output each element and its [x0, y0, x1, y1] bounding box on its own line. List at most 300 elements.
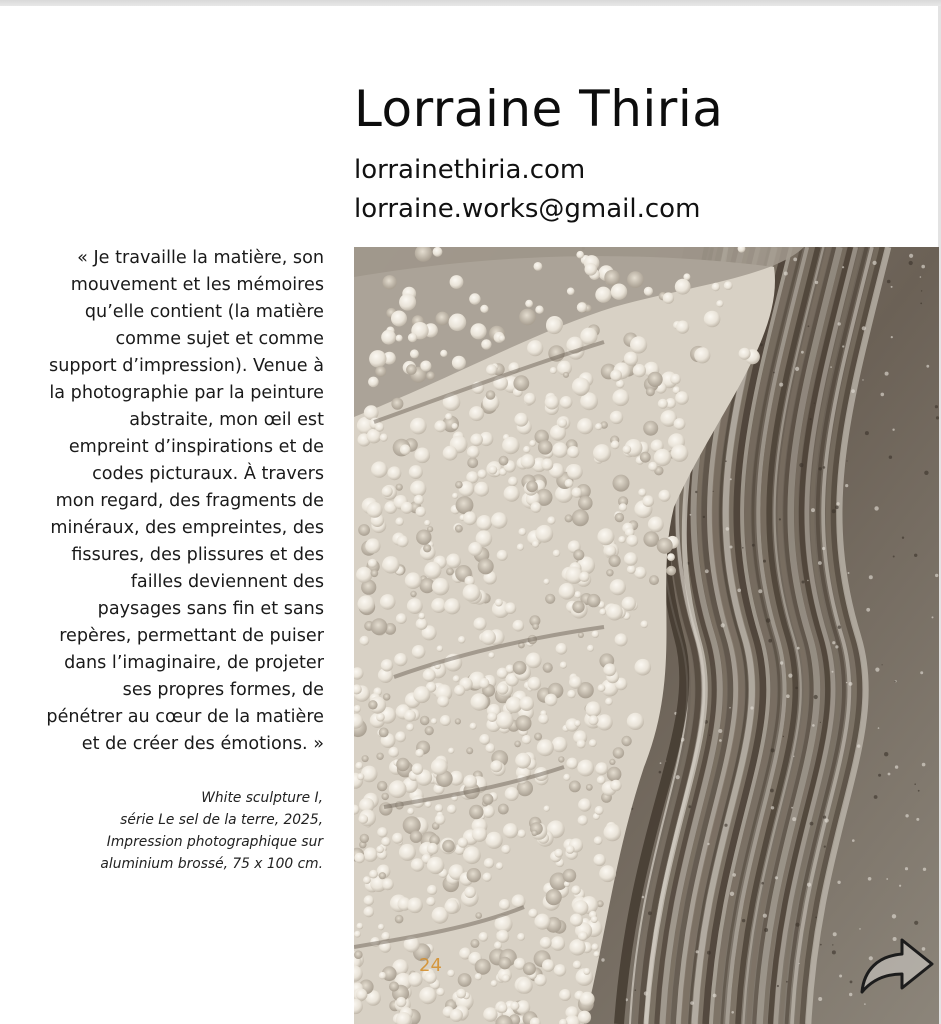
crystal-bud: [599, 609, 606, 616]
mineral-grain: [811, 508, 815, 512]
mineral-grain: [732, 873, 736, 877]
crystal-bud: [359, 814, 369, 824]
crystal-bud: [377, 827, 387, 837]
crystal-bud: [494, 941, 502, 949]
statement-line: empreint d’inspirations et de: [68, 437, 324, 457]
mineral-grain: [750, 706, 753, 709]
mineral-grain: [936, 416, 939, 419]
crystal-bud: [519, 309, 536, 326]
crystal-bud: [675, 391, 689, 405]
mineral-grain: [848, 572, 850, 574]
mineral-grain: [850, 981, 853, 984]
crystal-bud: [448, 748, 454, 754]
caption-line: Impression photographique sur: [106, 834, 323, 850]
mineral-grain: [846, 460, 847, 461]
crystal-bud: [543, 663, 553, 673]
crystal-bud: [554, 964, 566, 976]
crystal-bud: [376, 753, 383, 760]
crystal-bud: [488, 465, 497, 474]
crystal-bud: [612, 389, 629, 406]
mineral-grain: [866, 608, 870, 612]
mineral-grain: [815, 281, 818, 284]
crystal-bud: [355, 762, 363, 770]
crystal-bud: [556, 643, 568, 655]
crystal-bud: [573, 549, 584, 560]
mineral-grain: [688, 805, 691, 808]
mineral-grain: [770, 789, 774, 793]
crystal-bud: [412, 645, 426, 659]
crystal-bud: [496, 862, 503, 869]
next-page-button[interactable]: [856, 930, 938, 1000]
crystal-bud: [534, 914, 550, 930]
mineral-grain: [830, 366, 832, 368]
crystal-bud: [381, 837, 390, 846]
crystal-bud: [560, 662, 567, 669]
mineral-grain: [823, 466, 826, 469]
mineral-grain: [923, 868, 926, 871]
mineral-grain: [742, 919, 745, 922]
crystal-bud: [446, 568, 454, 576]
mineral-grain: [905, 814, 908, 817]
mineral-grain: [886, 878, 888, 880]
mineral-grain: [775, 876, 778, 879]
statement-line: fissures, des plissures et des: [71, 545, 324, 565]
crystal-bud: [563, 774, 570, 781]
mineral-grain: [807, 883, 811, 887]
crystal-bud: [487, 712, 497, 722]
mineral-grain: [849, 682, 853, 686]
mineral-grain: [763, 914, 767, 918]
mineral-grain: [801, 351, 804, 354]
crystal-bud: [675, 279, 691, 295]
mineral-grain: [791, 807, 793, 809]
top-border: [0, 0, 941, 6]
crystal-bud: [609, 759, 615, 765]
crystal-bud: [368, 559, 377, 568]
crystal-bud: [534, 733, 542, 741]
crystal-bud: [609, 555, 621, 567]
crystal-bud: [486, 743, 496, 753]
crystal-bud: [537, 739, 554, 756]
crystal-bud: [470, 939, 479, 948]
crystal-bud: [362, 755, 369, 762]
crystal-bud: [546, 889, 562, 905]
caption-line: White sculpture I,: [201, 790, 323, 806]
mineral-grain: [792, 817, 796, 821]
crystal-bud: [479, 678, 490, 689]
crystal-bud: [739, 348, 751, 360]
mineral-grain: [730, 546, 733, 549]
crystal-bud: [474, 617, 487, 630]
mineral-grain: [788, 674, 792, 678]
mineral-grain: [891, 286, 893, 288]
crystal-bud: [648, 372, 663, 387]
crystal-bud: [577, 418, 593, 434]
crystal-bud: [550, 367, 557, 374]
mineral-grain: [849, 993, 852, 996]
crystal-bud: [565, 479, 574, 488]
crystal-bud: [483, 873, 492, 882]
crystal-bud: [610, 780, 621, 791]
crystal-bud: [633, 364, 646, 377]
mineral-grain: [888, 773, 891, 776]
crystal-bud: [513, 375, 529, 391]
crystal-bud: [499, 456, 509, 466]
crystal-bud: [380, 434, 388, 442]
mineral-grain: [824, 846, 826, 848]
mineral-grain: [909, 261, 913, 265]
crystal-bud: [365, 538, 380, 553]
mineral-grain: [862, 379, 863, 380]
mineral-grain: [810, 822, 814, 826]
mineral-grain: [812, 724, 815, 727]
crystal-bud: [638, 489, 646, 497]
mineral-grain: [845, 484, 848, 487]
mineral-grain: [795, 367, 799, 371]
crystal-bud: [486, 390, 496, 400]
mineral-grain: [793, 258, 797, 262]
statement-line: comme sujet et comme: [115, 329, 324, 349]
crystal-bud: [381, 330, 396, 345]
crystal-bud: [360, 636, 370, 646]
crystal-bud: [663, 292, 674, 303]
crystal-bud: [604, 824, 622, 842]
mineral-grain: [703, 516, 705, 518]
crystal-bud: [595, 762, 608, 775]
mineral-grain: [780, 661, 783, 664]
crystal-bud: [578, 931, 588, 941]
crystal-bud: [513, 620, 525, 632]
crystal-bud: [444, 900, 458, 914]
crystal-bud: [671, 445, 688, 462]
crystal-bud: [604, 270, 620, 286]
crystal-bud: [463, 846, 481, 864]
crystal-bud: [354, 853, 365, 864]
crystal-bud: [446, 554, 461, 569]
crystal-bud: [592, 631, 599, 638]
crystal-bud: [573, 961, 582, 970]
crystal-bud: [472, 827, 487, 842]
mineral-grain: [921, 290, 922, 291]
statement-line: repères, permettant de puiser: [59, 626, 324, 646]
crystal-bud: [484, 858, 494, 868]
crystal-bud: [395, 731, 406, 742]
crystal-bud: [563, 869, 577, 883]
crystal-bud: [572, 601, 584, 613]
mineral-grain: [783, 736, 784, 737]
crystal-bud: [369, 870, 378, 879]
crystal-bud: [606, 569, 613, 576]
mineral-grain: [837, 881, 840, 884]
crystal-bud: [455, 481, 463, 489]
crystal-bud: [444, 598, 460, 614]
crystal-bud: [388, 747, 399, 758]
mineral-grain: [921, 265, 925, 269]
mineral-grain: [676, 775, 680, 779]
mineral-grain: [799, 963, 800, 964]
crystal-bud: [517, 978, 533, 994]
crystal-bud: [427, 843, 439, 855]
crystal-bud: [659, 490, 671, 502]
crystal-bud: [517, 544, 524, 551]
crystal-bud: [378, 924, 384, 930]
crystal-bud: [383, 275, 397, 289]
crystal-bud: [455, 525, 463, 533]
crystal-bud: [593, 444, 611, 462]
crystal-bud: [410, 481, 426, 497]
crystal-bud: [610, 579, 626, 595]
crystal-bud: [406, 723, 414, 731]
crystal-bud: [426, 371, 435, 380]
mineral-grain: [869, 575, 873, 579]
crystal-bud: [467, 868, 481, 882]
crystal-bud: [497, 683, 508, 694]
crystal-bud: [499, 957, 512, 970]
crystal-bud: [369, 350, 386, 367]
crystal-bud: [419, 987, 436, 1004]
crystal-bud: [643, 421, 658, 436]
crystal-bud: [566, 758, 578, 770]
mineral-grain: [763, 560, 766, 563]
crystal-bud: [435, 804, 443, 812]
crystal-bud: [572, 509, 589, 526]
crystal-bud: [434, 420, 446, 432]
mineral-grain: [773, 372, 775, 374]
crystal-bud: [356, 567, 372, 583]
mineral-grain: [905, 867, 908, 870]
crystal-bud: [535, 525, 553, 543]
crystal-bud: [594, 854, 606, 866]
crystal-bud: [415, 448, 431, 464]
crystal-bud: [486, 364, 497, 375]
mineral-grain: [659, 771, 662, 774]
mineral-grain: [882, 664, 883, 665]
crystal-bud: [491, 512, 507, 528]
crystal-bud: [517, 830, 525, 838]
crystal-bud: [449, 314, 467, 332]
mineral-grain: [935, 405, 938, 408]
mineral-grain: [920, 671, 923, 674]
crystal-bud: [479, 932, 489, 942]
crystal-bud: [382, 556, 399, 573]
crystal-bud: [597, 714, 613, 730]
crystal-bud: [524, 393, 536, 405]
crystal-bud: [619, 503, 627, 511]
crystal-bud: [610, 411, 623, 424]
crystal-bud: [499, 335, 506, 342]
crystal-bud: [452, 493, 458, 499]
statement-line: pénétrer au cœur de la matière: [46, 707, 324, 727]
crystal-bud: [552, 737, 568, 753]
crystal-bud: [519, 528, 527, 536]
crystal-bud: [440, 350, 447, 357]
mineral-grain: [696, 950, 699, 953]
crystal-bud: [649, 575, 659, 585]
mineral-grain: [786, 694, 790, 698]
crystal-bud: [435, 814, 446, 825]
crystal-bud: [635, 659, 652, 676]
crystal-bud: [526, 481, 538, 493]
crystal-bud: [573, 900, 588, 915]
crystal-bud: [505, 602, 517, 614]
statement-line: ses propres formes, de: [122, 680, 324, 700]
mineral-grain: [690, 1001, 694, 1005]
mineral-grain: [705, 569, 709, 573]
crystal-bud: [560, 396, 573, 409]
crystal-bud: [371, 618, 388, 635]
crystal-bud: [395, 915, 404, 924]
crystal-bud: [414, 495, 424, 505]
crystal-bud: [499, 899, 510, 910]
crystal-bud: [566, 845, 575, 854]
crystal-bud: [644, 287, 653, 296]
crystal-bud: [463, 584, 481, 602]
mineral-grain: [820, 722, 821, 723]
crystal-bud: [456, 496, 474, 514]
mineral-grain: [779, 383, 783, 387]
mineral-grain: [724, 824, 727, 827]
crystal-bud: [453, 675, 460, 682]
crystal-bud: [615, 513, 624, 522]
crystal-bud: [599, 865, 616, 882]
crystal-bud: [478, 558, 494, 574]
crystal-bud: [544, 806, 550, 812]
crystal-bud: [391, 398, 403, 410]
crystal-bud: [470, 434, 483, 447]
crystal-bud: [547, 516, 555, 524]
crystal-bud: [498, 1003, 508, 1013]
crystal-bud: [615, 633, 628, 646]
crystal-bud: [496, 711, 514, 729]
crystal-bud: [587, 594, 600, 607]
crystal-bud: [458, 636, 465, 643]
mineral-grain: [884, 752, 888, 756]
mineral-grain: [793, 756, 794, 757]
crystal-bud: [426, 897, 435, 906]
crystal-bud: [443, 446, 458, 461]
crystal-bud: [447, 805, 456, 814]
crystal-bud: [467, 446, 480, 459]
crystal-bud: [458, 838, 468, 848]
mineral-grain: [707, 951, 711, 955]
mineral-grain: [892, 429, 894, 431]
crystal-bud: [574, 591, 581, 598]
crystal-bud: [567, 690, 575, 698]
mineral-grain: [892, 914, 896, 918]
artwork-caption: [40, 787, 323, 875]
mineral-grain: [889, 456, 892, 459]
crystal-bud: [375, 423, 384, 432]
crystal-bud: [478, 469, 487, 478]
crystal-bud: [405, 572, 422, 589]
crystal-bud: [379, 972, 386, 979]
crystal-bud: [425, 801, 432, 808]
crystal-bud: [657, 538, 673, 554]
crystal-bud: [538, 440, 553, 455]
mineral-grain: [918, 790, 920, 792]
mineral-grain: [818, 997, 822, 1001]
crystal-bud: [559, 583, 576, 600]
website-link[interactable]: lorrainethiria.com: [354, 155, 586, 185]
crystal-bud: [578, 815, 588, 825]
mineral-grain: [842, 266, 844, 268]
crystal-bud: [404, 710, 416, 722]
crystal-bud: [416, 618, 428, 630]
mineral-grain: [601, 958, 604, 961]
crystal-bud: [389, 780, 407, 798]
crystal-bud: [361, 766, 378, 783]
mineral-grain: [818, 561, 822, 565]
mineral-grain: [878, 774, 881, 777]
mineral-grain: [865, 431, 869, 435]
email-link[interactable]: lorraine.works@gmail.com: [354, 194, 701, 224]
crystal-bud: [630, 336, 647, 353]
crystal-bud: [407, 808, 414, 815]
crystal-bud: [399, 294, 416, 311]
mineral-grain: [820, 944, 822, 946]
crystal-bud: [618, 536, 625, 543]
crystal-bud: [558, 418, 567, 427]
mineral-grain: [868, 877, 872, 881]
crystal-bud: [578, 632, 584, 638]
crystal-bud: [565, 514, 573, 522]
crystal-bud: [464, 887, 476, 899]
caption-line: série Le sel de la terre, 2025,: [120, 812, 323, 828]
crystal-bud: [450, 1009, 463, 1022]
crystal-bud: [624, 552, 638, 566]
crystal-bud: [569, 939, 585, 955]
mineral-grain: [795, 687, 798, 690]
crystal-bud: [388, 466, 402, 480]
crystal-bud: [622, 597, 636, 611]
mineral-grain: [899, 885, 901, 887]
crystal-bud: [558, 756, 564, 762]
crystal-bud: [382, 486, 393, 497]
mineral-grain: [784, 272, 788, 276]
mineral-grain: [864, 1003, 866, 1005]
crystal-bud: [371, 461, 387, 477]
crystal-bud: [427, 885, 437, 895]
crystal-bud: [648, 462, 657, 471]
mineral-grain: [932, 616, 934, 618]
crystal-bud: [591, 943, 598, 950]
mineral-grain: [832, 509, 836, 513]
crystal-bud: [486, 832, 503, 849]
crystal-bud: [531, 502, 542, 513]
crystal-bud: [413, 686, 430, 703]
statement-line: qu’elle contient (la matière: [84, 302, 324, 322]
crystal-bud: [477, 515, 493, 531]
crystal-bud: [516, 715, 532, 731]
crystal-bud: [357, 773, 364, 780]
page-number: 24: [419, 955, 442, 976]
mineral-grain: [920, 276, 922, 278]
mineral-grain: [862, 326, 866, 330]
crystal-bud: [534, 262, 543, 271]
crystal-bud: [613, 475, 630, 492]
crystal-bud: [491, 980, 498, 987]
crystal-bud: [379, 728, 389, 738]
crystal-bud: [431, 718, 437, 724]
crystal-bud: [559, 989, 571, 1001]
crystal-bud: [433, 247, 443, 257]
crystal-bud: [379, 872, 386, 879]
crystal-bud: [595, 806, 604, 815]
mineral-grain: [695, 491, 697, 493]
crystal-bud: [598, 684, 606, 692]
mineral-grain: [713, 994, 717, 998]
mineral-grain: [764, 928, 768, 932]
